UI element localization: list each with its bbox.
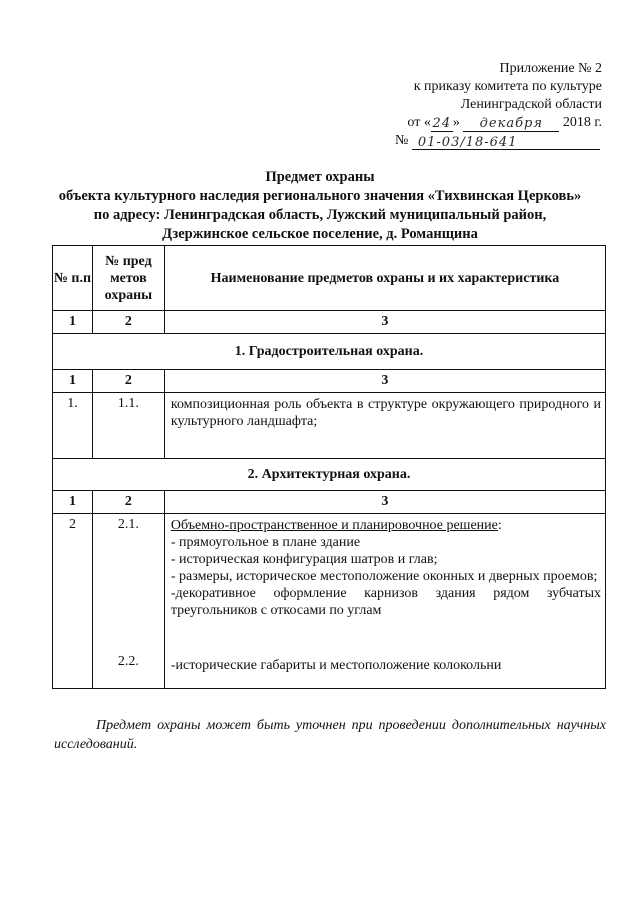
col-number-3: 3 [164,491,605,514]
appendix-block [380,60,602,150]
row-line-1: - прямоугольное в плане здание [170,535,361,550]
date-month-handwritten: декабря [463,115,559,132]
document-title [20,168,620,244]
section-heading-row [53,459,606,491]
footnote: Предмет охраны может быть уточнен при проведении дополнительных научных исследований. [54,718,606,752]
appendix-order-line: к приказу комитета по культуре [413,79,602,94]
row-line-4: -декоративное оформление карнизов здания рядом зубчатых треугольников с откосами по углам [170,586,601,618]
date-year: 2018 г. [562,115,602,130]
appendix-number-line [380,132,602,150]
row-number: 2 [53,514,93,689]
row-number: 1. [53,393,93,459]
title-line-2: объекта культурного наследия регионального значения «Тихвинская Церковь» [58,188,582,204]
section-heading-urban: 1. Градостроительная охрана. [53,334,606,370]
table-row [53,393,606,459]
row-subheading-text: Объемно-пространственное и планировочное решение [170,518,498,533]
row-description-text: композиционная роль объекта в структуре окружающего природного и культурного ландшафта; [170,397,601,429]
date-prefix: от « [407,115,431,130]
appendix-date-line [380,114,602,132]
col-number-2: 2 [92,370,164,393]
col-number-3: 3 [164,311,605,334]
appendix-title: Приложение № 2 [499,61,602,76]
row-item-number: 2.1. [117,517,139,532]
column-number-row [53,491,606,514]
row-line-2: - историческая конфигурация шатров и глав; [170,552,438,567]
header-col-number: № п.п [53,246,93,311]
row-subheading-suffix: : [497,518,502,533]
row-item-number-2: 2.2. [117,654,139,669]
date-day-handwritten: 24 [432,116,452,131]
title-line-1: Предмет охраны [265,169,375,185]
section-heading-row [53,334,606,370]
col-number-1: 1 [53,311,93,334]
protection-table [52,245,606,689]
col-number-3: 3 [164,370,605,393]
row-description [164,514,605,689]
order-number-handwritten: 01-03/18-641 [412,134,600,150]
row-line-5: -исторические габариты и местоположение колокольни [170,658,502,673]
header-col-items: № пред метов охраны [92,246,164,311]
row-description [164,393,605,459]
col-number-2: 2 [92,491,164,514]
row-item-cell [92,514,164,689]
column-number-row [53,370,606,393]
table-header-row [53,246,606,311]
title-line-4: Дзержинское сельское поселение, д. Романщина [162,226,478,242]
date-mid: » [452,115,460,130]
col-number-2: 2 [92,311,164,334]
row-subheading [171,517,601,534]
title-line-3: по адресу: Ленинградская область, Лужский муниципальный район, [93,207,547,223]
column-number-row [53,311,606,334]
number-prefix: № [395,133,409,148]
row-item-number: 1.1. [92,393,164,459]
row-line-3: - размеры, историческое местоположение оконных и дверных проемов; [170,569,598,584]
col-number-1: 1 [53,370,93,393]
col-number-1: 1 [53,491,93,514]
table-row [53,514,606,689]
appendix-region-line: Ленинградской области [460,97,602,112]
section-heading-architecture: 2. Архитектурная охрана. [53,459,606,491]
header-col-description: Наименование предметов охраны и их характеристика [164,246,605,311]
